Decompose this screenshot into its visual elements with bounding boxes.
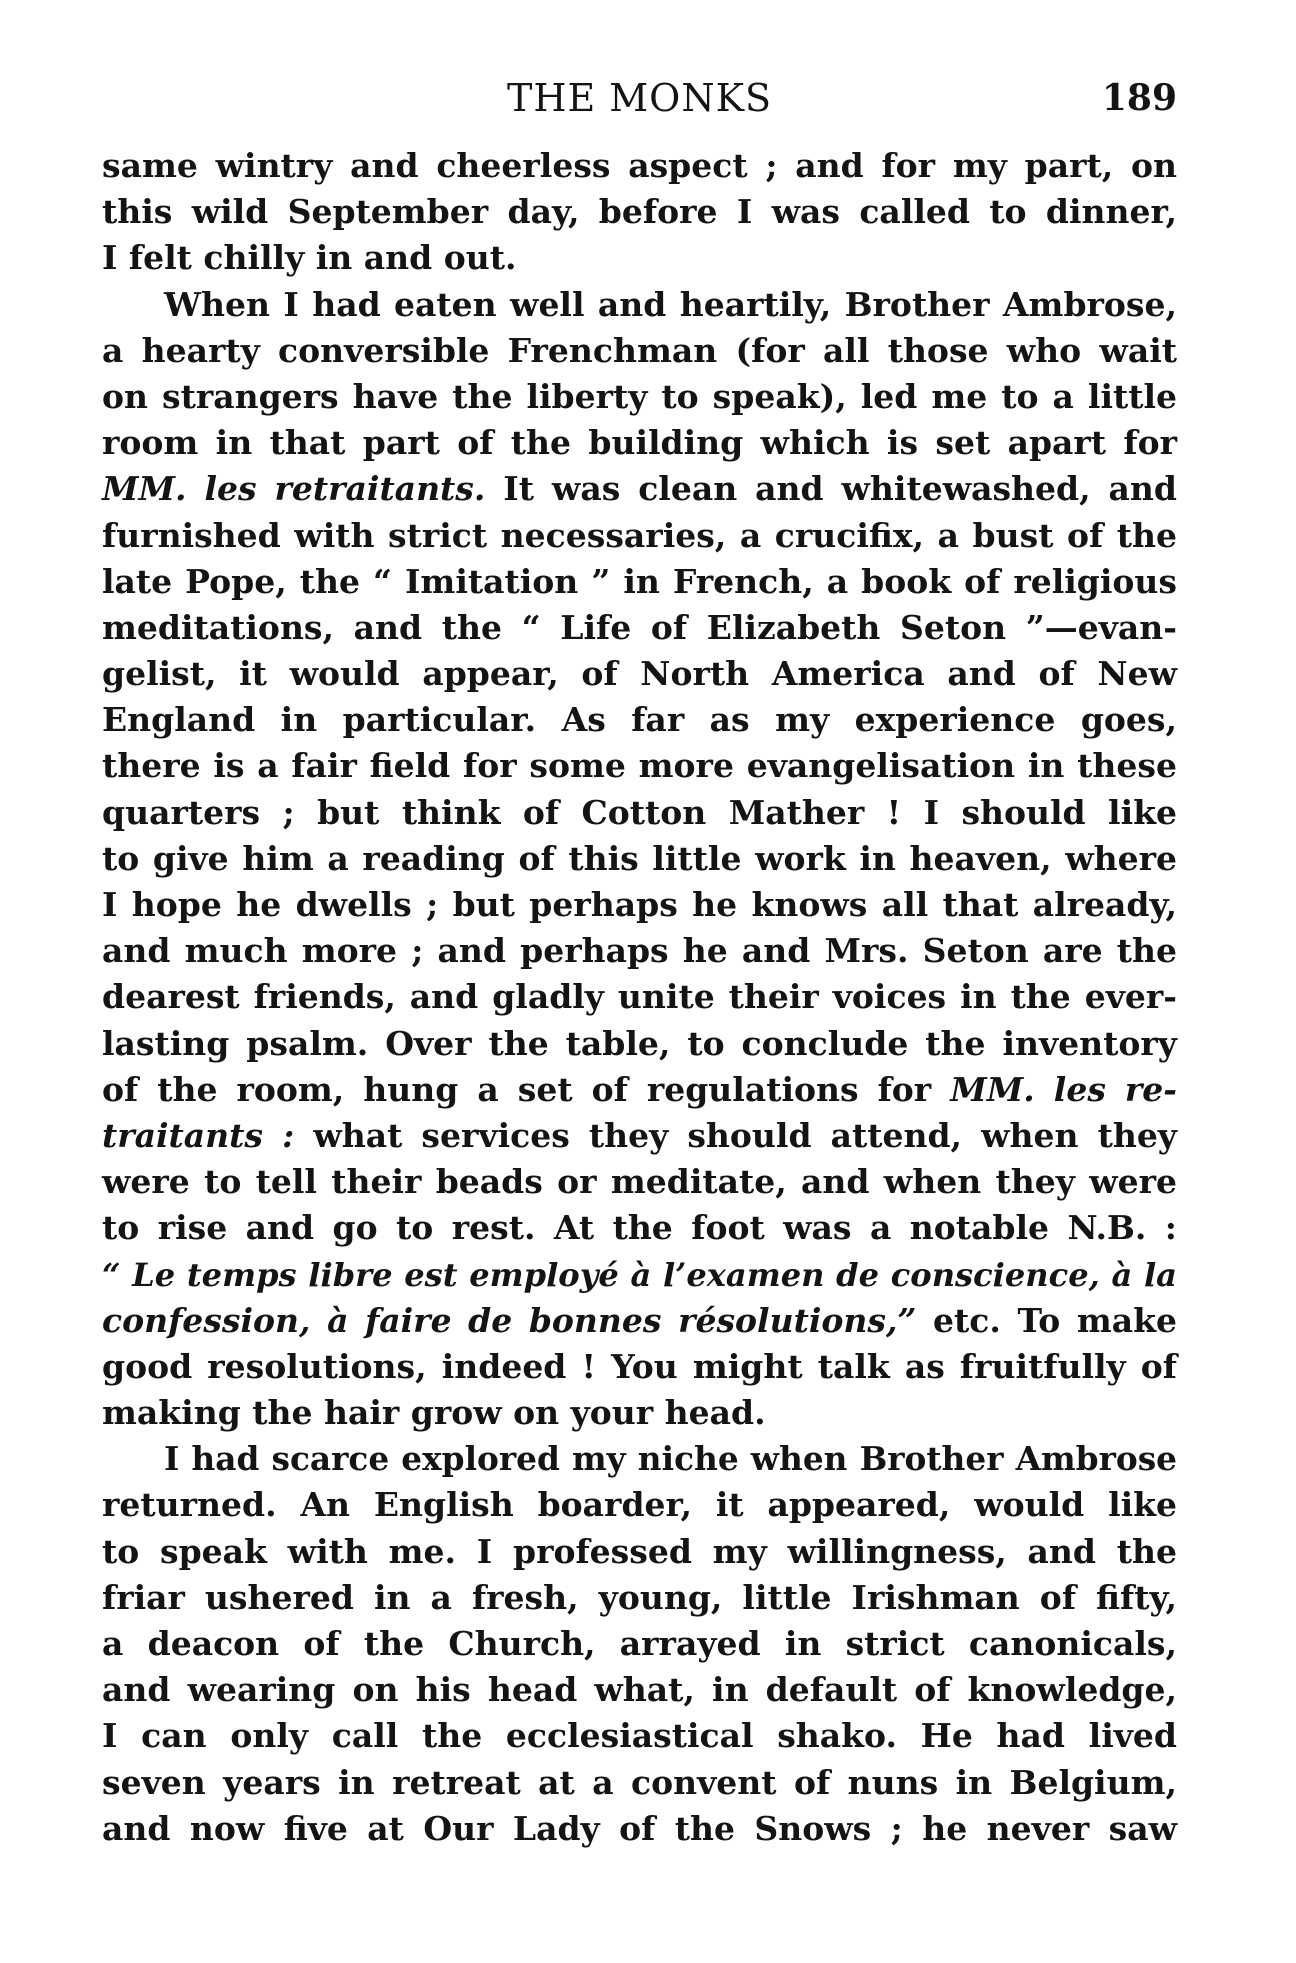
text-line <box>102 1436 1177 1482</box>
text-line <box>102 1621 1177 1667</box>
text-segment: making the hair grow on your head. <box>102 1393 766 1433</box>
text-line <box>102 1021 1177 1067</box>
text-line <box>102 513 1177 559</box>
text-line <box>102 1344 1177 1390</box>
text-segment: lasting psalm. Over the table, to conclude the inventory <box>102 1023 1177 1063</box>
text-line <box>102 1252 1177 1298</box>
text-line <box>102 1806 1177 1852</box>
text-line <box>102 235 1177 281</box>
text-line <box>102 1205 1177 1251</box>
text-segment: a deacon of the Church, arrayed in strict canonicals, <box>102 1624 1177 1663</box>
text-segment: good resolutions, indeed ! You might talk as fruitfully of <box>102 1346 1177 1386</box>
text-segment: quarters ; but think of Cotton Mather ! I should like <box>102 792 1177 832</box>
text-line <box>102 1067 1177 1113</box>
text-line <box>102 1667 1177 1713</box>
text-segment: on strangers have the liberty to speak), led me to a little <box>102 376 1177 416</box>
text-line <box>102 605 1177 651</box>
text-segment: of the room, hung a set of regulations for <box>102 1069 951 1109</box>
text-line <box>102 651 1177 697</box>
text-line <box>102 1159 1177 1205</box>
text-segment: dearest friends, and gladly unite their voices in the ever- <box>102 977 1177 1017</box>
text-line <box>102 974 1177 1020</box>
text-line <box>102 559 1177 605</box>
text-segment: room in that part of the building which is set apart for <box>102 423 1177 463</box>
text-segment: gelist, it would appear, of North America and of New <box>102 654 1177 694</box>
text-segment: this wild September day, before I was called to dinner, <box>102 192 1177 232</box>
text-line <box>102 374 1177 420</box>
italic-text: confession, à faire de bonnes résolutions,” <box>102 1300 917 1340</box>
text-line <box>102 697 1177 743</box>
italic-text: traitants : <box>102 1115 295 1155</box>
text-segment: England in particular. As far as my experience goes, <box>102 700 1177 740</box>
text-segment: I can only call the ecclesiastical shako. He had lived <box>102 1716 1177 1756</box>
text-line <box>102 1529 1177 1575</box>
text-segment: to rise and go to rest. At the foot was a notable N.B. : <box>102 1208 1177 1248</box>
text-segment: I had scarce explored my niche when Brother Ambrose <box>164 1439 1177 1479</box>
text-segment: a hearty conversible Frenchman (for all those who wait <box>102 330 1177 370</box>
text-segment: to speak with me. I professed my willingness, and the <box>102 1531 1177 1571</box>
text-line <box>102 1760 1177 1806</box>
text-line <box>102 743 1177 789</box>
text-line <box>102 928 1177 974</box>
page-number: 189 <box>1101 77 1177 119</box>
text-segment: what services they should attend, when they <box>294 1115 1177 1155</box>
text-segment: and wearing on his head what, in default of knowledge, <box>102 1670 1177 1710</box>
text-line <box>102 1390 1177 1436</box>
text-segment: etc. To make <box>916 1300 1177 1340</box>
italic-text: MM. les retraitants. <box>102 469 486 509</box>
text-segment: and now five at Our Lady of the Snows ; he never saw <box>102 1808 1177 1848</box>
text-line <box>102 1713 1177 1759</box>
text-line <box>102 189 1177 235</box>
text-line <box>102 466 1177 512</box>
text-segment: I hope he dwells ; but perhaps he knows all that already, <box>102 885 1177 924</box>
text-line <box>102 143 1177 189</box>
text-segment: to give him a reading of this little work in heaven, where <box>102 838 1177 878</box>
text-line <box>102 1113 1177 1159</box>
text-line <box>102 1575 1177 1621</box>
text-line <box>102 882 1177 928</box>
italic-text: “ Le temps libre est employé à l’examen de conscience, à la <box>102 1255 1177 1294</box>
text-segment: seven years in retreat at a convent of nuns in Belgium, <box>102 1762 1177 1802</box>
text-segment: same wintry and cheerless aspect ; and for my part, on <box>102 146 1177 185</box>
text-segment: and much more ; and perhaps he and Mrs. Seton are the <box>102 931 1177 971</box>
text-segment: late Pope, the “ Imitation ” in French, a book of religious <box>102 561 1177 601</box>
text-line <box>102 836 1177 882</box>
body-text <box>102 143 1177 1852</box>
text-segment: furnished with strict necessaries, a crucifix, a bust of the <box>102 515 1177 555</box>
text-segment: meditations, and the “ Life of Elizabeth Seton ”—evan- <box>102 607 1177 647</box>
text-segment: friar ushered in a fresh, young, little Irishman of fifty, <box>102 1577 1177 1617</box>
text-segment: It was clean and whitewashed, and <box>485 469 1177 509</box>
running-head <box>102 72 1177 124</box>
running-title: THE MONKS <box>506 76 773 120</box>
text-segment: were to tell their beads or meditate, and when they were <box>102 1162 1177 1202</box>
text-line <box>102 420 1177 466</box>
text-segment: When I had eaten well and heartily, Brother Ambrose, <box>164 284 1177 324</box>
text-line <box>102 282 1177 328</box>
text-segment: returned. An English boarder, it appeared, would like <box>102 1485 1177 1525</box>
text-segment: there is a fair field for some more evangelisation in these <box>102 746 1177 786</box>
text-segment: I felt chilly in and out. <box>102 238 517 278</box>
text-line <box>102 790 1177 836</box>
text-line <box>102 1482 1177 1528</box>
italic-text: MM. les re- <box>950 1069 1177 1109</box>
text-line <box>102 328 1177 374</box>
text-line <box>102 1298 1177 1344</box>
